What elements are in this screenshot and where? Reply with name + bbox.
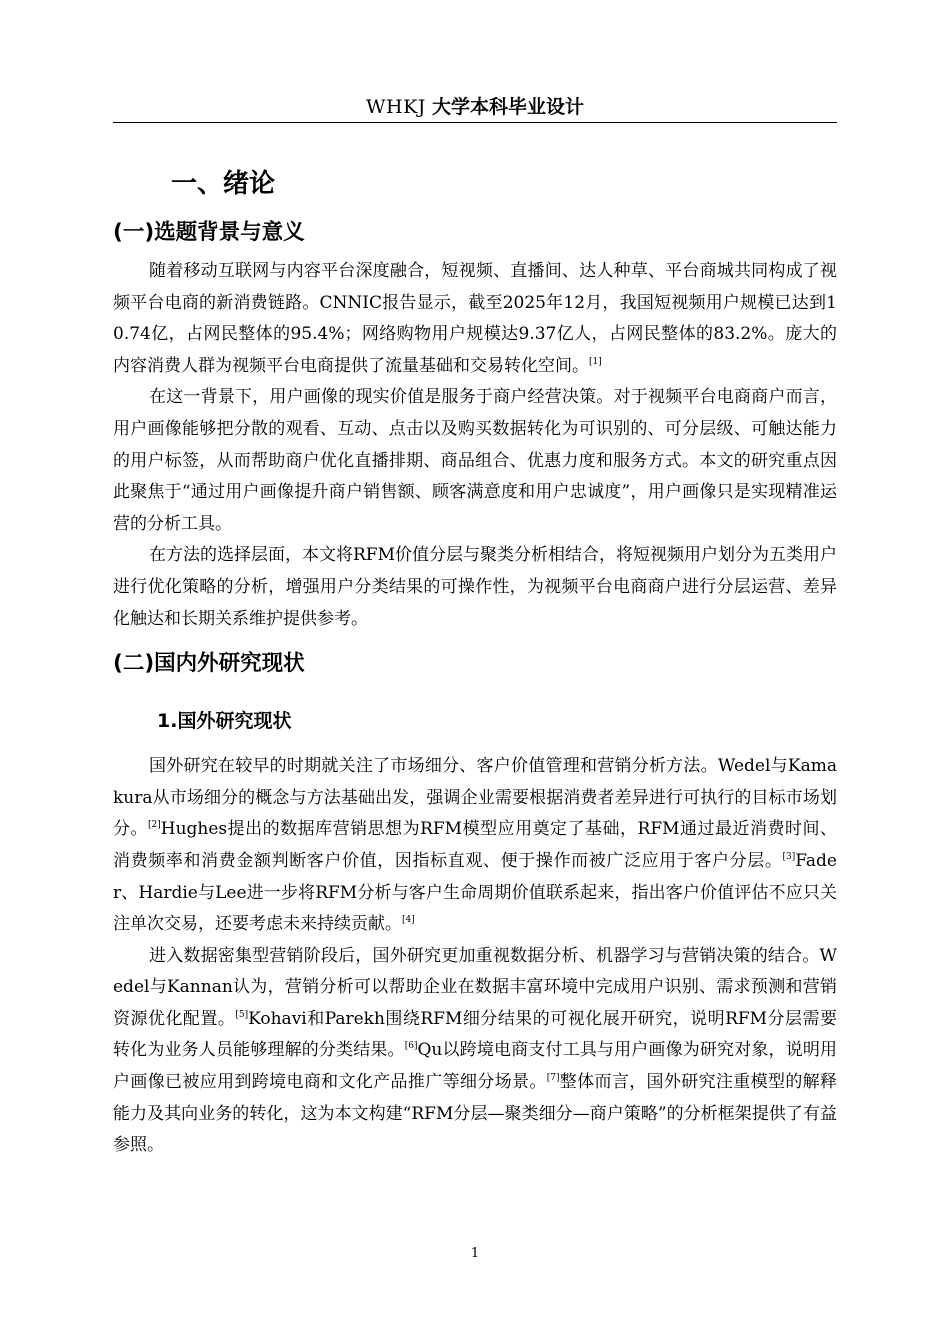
paragraph-text: Kohavi和Parekh围绕RFM细分结果的可视化展开研究，说明RFM分层需要转化为业务人员能够理解的分类结果。 xyxy=(113,1008,838,1061)
section-title-research-status: (二)国内外研究现状 xyxy=(113,651,305,677)
citation-mark: [3] xyxy=(782,851,796,862)
citation-mark: [4] xyxy=(402,915,415,926)
page-header xyxy=(113,92,837,123)
paragraph-text: 在方法的选择层面，本文将RFM价值分层与聚类分析相结合，将短视频用户划分为五类用户进行优化策略的分析，增强用户分类结果的可操作性，为视频平台电商商户进行分层运营、差异化触达和长期关系维护提供参考。 xyxy=(113,545,838,629)
paragraph-text: 进入数据密集型营销阶段后，国外研究更加重视数据分析、机器学习与营销决策的结合。Wedel与Kannan认为，营销分析可以帮助企业在数据丰富环境中完成用户识别、需求预测和营销资源优化配置。 xyxy=(113,945,837,1029)
page-number: 1 xyxy=(470,1246,480,1261)
page-body xyxy=(113,158,837,1162)
paragraph-text: 在这一背景下，用户画像的现实价值是服务于商户经营决策。对于视频平台电商商户而言，用户画像能够把分散的观看、互动、点击以及购买数据转化为可识别的、可分层级、可触达能力的用户标签，从而帮助商户优化直播排期、商品组合、优惠力度和服务方式。本文的研究重点因此聚焦于“通过用户画像提升商户销售额、顾客满意度和用户忠诚度”，用户画像只是实现精准运营的分析工具。 xyxy=(113,387,837,534)
subsection-title-foreign-research: 1.国外研究现状 xyxy=(157,710,292,733)
citation-mark: [6] xyxy=(404,1041,418,1052)
paragraph-text: 随着移动互联网与内容平台深度融合，短视频、直播间、达人种草、平台商城共同构成了视频平台电商的新消费链路。CNNIC报告显示，截至2025年12月，我国短视频用户规模已达到10.74亿，占网民整体的95.4%；网络购物用户规模达9.37亿人，占网民整体的83.2%。庞大的内容消费人群为视频平台电商提供了流量基础和交易转化空间。 xyxy=(113,261,837,376)
header-title: 大学本科毕业设计 xyxy=(431,96,584,118)
paragraph-text: 整体而言，国外研究注重模型的解释能力及其向业务的转化，这为本文构建“RFM分层—聚类细分—商户策略”的分析框架提供了有益参照。 xyxy=(113,1072,838,1156)
paragraph xyxy=(113,382,837,540)
paragraph-text: Hughes提出的数据库营销思想为RFM模型应用奠定了基础，RFM通过最近消费时间、消费频率和消费金额判断客户价值，因指标直观、便于操作而被广泛应用于客户分层。 xyxy=(113,819,837,871)
paragraph-text: Qu以跨境电商支付工具与用户画像为研究对象，说明用户画像已被应用到跨境电商和文化产品推广等细分场景。 xyxy=(113,1040,837,1093)
paragraph-text: Fader、Hardie与Lee进一步将RFM分析与客户生命周期价值联系起来，指出客户价值评估不应只关注单次交易，还要考虑未来持续贡献。 xyxy=(113,850,837,935)
header-brand: WHKJ xyxy=(366,96,426,118)
chapter-title: 一、绪论 xyxy=(171,169,276,199)
citation-mark: [2] xyxy=(148,820,161,831)
paragraph xyxy=(113,751,837,941)
citation-mark: [5] xyxy=(235,1009,249,1020)
section-title-background: (一)选题背景与意义 xyxy=(113,220,305,245)
paragraph-text: 国外研究在较早的时期就关注了市场细分、客户价值管理和营销分析方法。Wedel与Kamakura从市场细分的概念与方法基础出发，强调企业需要根据消费者差异进行可执行的目标市场划分。 xyxy=(113,756,837,840)
citation-mark: [7] xyxy=(546,1073,560,1084)
paragraph xyxy=(113,256,837,382)
paragraph xyxy=(113,941,837,1162)
paragraph xyxy=(113,540,837,635)
citation-mark: [1] xyxy=(589,356,602,367)
